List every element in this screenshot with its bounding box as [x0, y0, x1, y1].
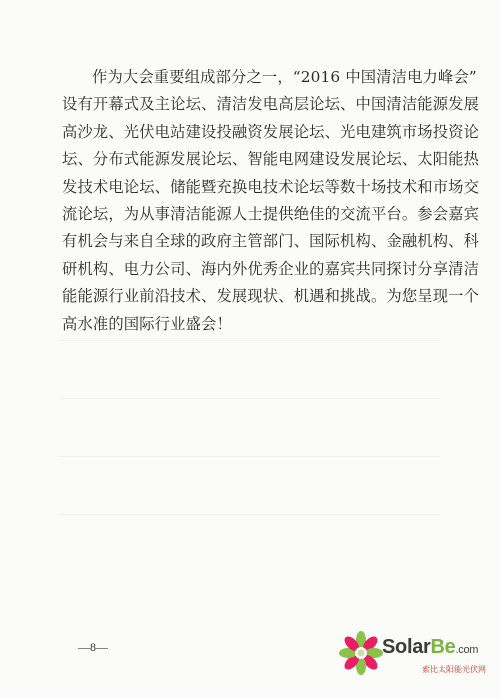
paragraph-line: 有机会与来自全球的政府主管部门、国际机构、金融机构、科 — [62, 232, 480, 251]
bleed-through-line — [60, 456, 440, 457]
page-number: —8— — [78, 640, 108, 654]
bleed-through-line — [60, 514, 440, 515]
brand-domain: .com — [455, 644, 479, 656]
brand-accent: Be — [430, 636, 456, 658]
bleed-through-line — [60, 398, 440, 399]
paragraph-line: 设有开幕式及主论坛、清洁发电高层论坛、中国清洁能源发展 — [62, 95, 480, 114]
paragraph-line: 研机构、电力公司、海内外优秀企业的嘉宾共同探讨分享清洁 — [62, 259, 480, 278]
flower-logo-icon — [336, 628, 386, 678]
brand-main: Solar — [382, 636, 431, 658]
paragraph-line: 作为大会重要组成部分之一，“2016 中国清洁电力峰会” — [92, 68, 477, 86]
brand-tagline: 索比太阳能光伏网 — [422, 665, 486, 674]
paragraph-line: 坛、分布式能源发展论坛、智能电网建设发展论坛、太阳能热 — [62, 150, 480, 169]
brand-wordmark — [382, 636, 478, 659]
bleed-through-line — [60, 340, 440, 341]
watermark-logo — [336, 628, 500, 678]
paragraph-line: 高水准的国际行业盛会！ — [62, 314, 232, 333]
body-paragraph — [62, 64, 480, 338]
paragraph-line: 高沙龙、光伏电站建设投融资发展论坛、光电建筑市场投资论 — [62, 122, 480, 141]
paragraph-line: 流论坛，为从事清洁能源人士提供绝佳的交流平台。参会嘉宾 — [62, 204, 480, 223]
paragraph-line: 发技术电论坛、储能暨充换电技术论坛等数十场技术和市场交 — [62, 177, 480, 196]
paragraph-line: 能能源行业前沿技术、发展现状、机遇和挑战。为您呈现一个 — [62, 287, 480, 306]
